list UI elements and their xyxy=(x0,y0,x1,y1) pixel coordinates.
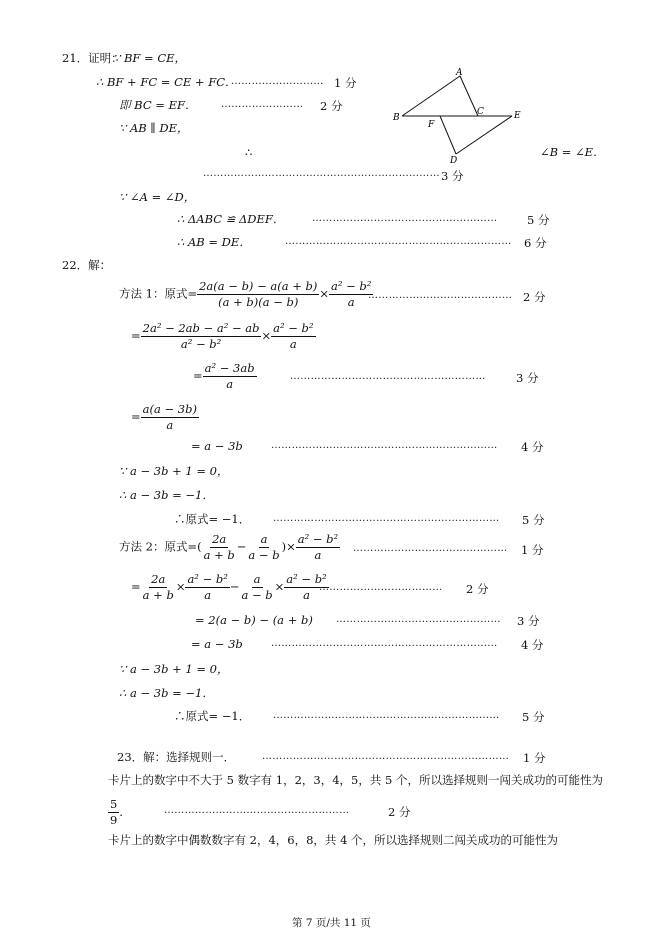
m2-line2: = $\frac{2a}{a + b}$ × $\frac{\text{a² − b²}}{a}$ − $\frac{a}{a - b}$ × $\frac{\text{a² − b²}}{a}$ xyxy=(131,572,327,603)
m1-label: 方法 1：原式= xyxy=(119,286,198,301)
leader-dots: ……………………………………………… xyxy=(164,805,350,816)
fraction: $\frac{\text{a² − b²}}{a}$ xyxy=(331,279,372,310)
fraction: $\frac{a(a - 3b)}{a}$ xyxy=(142,402,197,433)
leader-dots: ………………………………………………………… xyxy=(271,638,498,649)
m2-line1: 方法 2：原式=( $\frac{2a}{a + b}$ − $\frac{a}{a - b}$ )× $\frac{\text{a² − b²}}{a}$ xyxy=(119,532,339,563)
m1-line1: 方法 1：原式= $\frac{2a(a - b) - a(a + b)}{(a + b)(a - b)}$ × $\frac{\text{a² − b²}}{a}$ xyxy=(119,279,372,310)
q21-line4: ∵ AB ∥ DE， xyxy=(119,121,189,135)
leader-dots: ………………………………………………………… xyxy=(285,236,512,247)
leader-dots: ………………………………………………………… xyxy=(271,440,498,451)
fraction: $\frac{\text{a² − b²}}{a}$ xyxy=(187,572,228,603)
label-E: E xyxy=(514,111,521,121)
leader-dots: ………………………………………………………… xyxy=(273,710,500,721)
m2-label: 方法 2：原式=( xyxy=(119,539,202,554)
leader-dots: ………………………………………………… xyxy=(290,371,486,382)
fraction: $\frac{a}{a - b}$ xyxy=(248,532,280,563)
leader-dots: …………………………………… xyxy=(368,290,513,301)
q23-fraction: $\frac{5}{9}$ ． xyxy=(110,797,131,828)
fraction: $\frac{\text{a² − b²}}{a}$ xyxy=(286,572,327,603)
q21-line9: ∴ AB = DE． xyxy=(177,235,251,249)
m1-result: = a − 3b xyxy=(191,439,243,453)
m2-final: ∴原式= −1． xyxy=(174,709,251,723)
label-A: A xyxy=(456,68,463,78)
score-mark: 1 分 xyxy=(523,751,546,765)
leader-dots: ………………………………………… xyxy=(336,614,501,625)
score-mark: 3 分 xyxy=(441,169,464,183)
score-mark: 1 分 xyxy=(334,76,357,90)
score-mark: 5 分 xyxy=(522,513,545,527)
m2-cond1: ∵ a − 3b + 1 = 0， xyxy=(119,662,229,676)
m2-line4: = a − 3b xyxy=(191,637,243,651)
m1-line3: = $\frac{\text{a² − 3ab}}{a}$ xyxy=(193,361,255,392)
leader-dots: ……………………………………… xyxy=(353,543,508,554)
q21-therefore: ∴ xyxy=(245,145,253,159)
q21-line2: ∴ BF + FC = CE + FC． xyxy=(96,75,237,89)
q21-line7: ∵ ∠A = ∠D， xyxy=(119,190,196,204)
fraction: $\frac{2a}{a + b}$ xyxy=(142,572,174,603)
q21-angle-eq: ∠B = ∠E． xyxy=(540,145,605,159)
q21-number: 21．证明： xyxy=(62,51,123,65)
score-mark: 2 分 xyxy=(388,805,411,819)
leader-dots: ……………………………………………… xyxy=(312,213,498,224)
score-mark: 2 分 xyxy=(320,99,343,113)
label-B: B xyxy=(393,113,400,123)
score-mark: 1 分 xyxy=(521,543,544,557)
q21-line8: ∴ ΔABC ≌ ΔDEF． xyxy=(177,212,285,226)
q22-number: 22．解： xyxy=(62,258,112,272)
leader-dots: …………………… xyxy=(221,99,304,110)
fraction: $\frac{\text{2a² − 2ab − a² − ab}}{\text{a² − b²}}$ xyxy=(142,321,260,352)
fraction: $\frac{2a}{a + b}$ xyxy=(203,532,235,563)
leader-dots: …………………………………………………………… xyxy=(203,168,440,179)
leader-dots: ………………………………………………………… xyxy=(273,513,500,524)
m1-cond2: ∴ a − 3b = −1． xyxy=(119,488,214,502)
m1-line2: = $\frac{\text{2a² − 2ab − a² − ab}}{\text{a² − b²}}$ × $\frac{\text{a² − b²}}{a}$ xyxy=(131,321,314,352)
q23-line4: 卡片上的数字中偶数数字有 2，4，6，8，共 4 个，所以选择规则二闯关成功的可能性为 xyxy=(108,833,559,847)
leader-dots: ……………………………… xyxy=(319,582,443,593)
q23-line1: 23．解：选择规则一． xyxy=(117,750,236,764)
leader-dots: ……………………………………………………………… xyxy=(262,751,510,762)
score-mark: 3 分 xyxy=(517,614,540,628)
label-D: D xyxy=(450,156,458,166)
score-mark: 3 分 xyxy=(516,371,539,385)
fraction: $\frac{\text{a² − b²}}{a}$ xyxy=(297,532,339,563)
fraction: $\frac{a}{a - b}$ xyxy=(241,572,273,603)
m1-final: ∴原式= −1． xyxy=(174,512,251,526)
q21-line3: 即 BC = EF． xyxy=(119,98,197,112)
leader-dots: ……………………… xyxy=(231,76,324,87)
score-mark: 2 分 xyxy=(466,582,489,596)
score-mark: 2 分 xyxy=(523,290,546,304)
label-F: F xyxy=(428,120,435,130)
m2-line3: = 2(a − b) − (a + b) xyxy=(195,613,313,627)
m1-line4: = $\frac{a(a - 3b)}{a}$ xyxy=(131,402,197,433)
label-C: C xyxy=(477,107,484,117)
m2-cond2: ∴ a − 3b = −1． xyxy=(119,686,214,700)
q23-line2: 卡片上的数字中不大于 5 数字有 1，2，3，4，5，共 5 个，所以选择规则一闯关成功的可能性为 xyxy=(108,773,603,787)
score-mark: 6 分 xyxy=(524,236,547,250)
score-mark: 5 分 xyxy=(527,213,550,227)
page-footer: 第 7 页/共 11 页 xyxy=(292,917,371,929)
fraction: $\frac{2a(a - b) - a(a + b)}{(a + b)(a - b)}$ xyxy=(199,279,318,310)
fraction: $\frac{\text{a² − 3ab}}{a}$ xyxy=(204,361,255,392)
score-mark: 5 分 xyxy=(522,710,545,724)
m1-cond1: ∵ a − 3b + 1 = 0， xyxy=(119,464,229,478)
score-mark: 4 分 xyxy=(521,638,544,652)
score-mark: 4 分 xyxy=(521,440,544,454)
fraction: $\frac{\text{a² − b²}}{a}$ xyxy=(273,321,314,352)
triangle-figure xyxy=(390,66,525,166)
q21-line1: ∵ BF = CE， xyxy=(113,51,187,65)
